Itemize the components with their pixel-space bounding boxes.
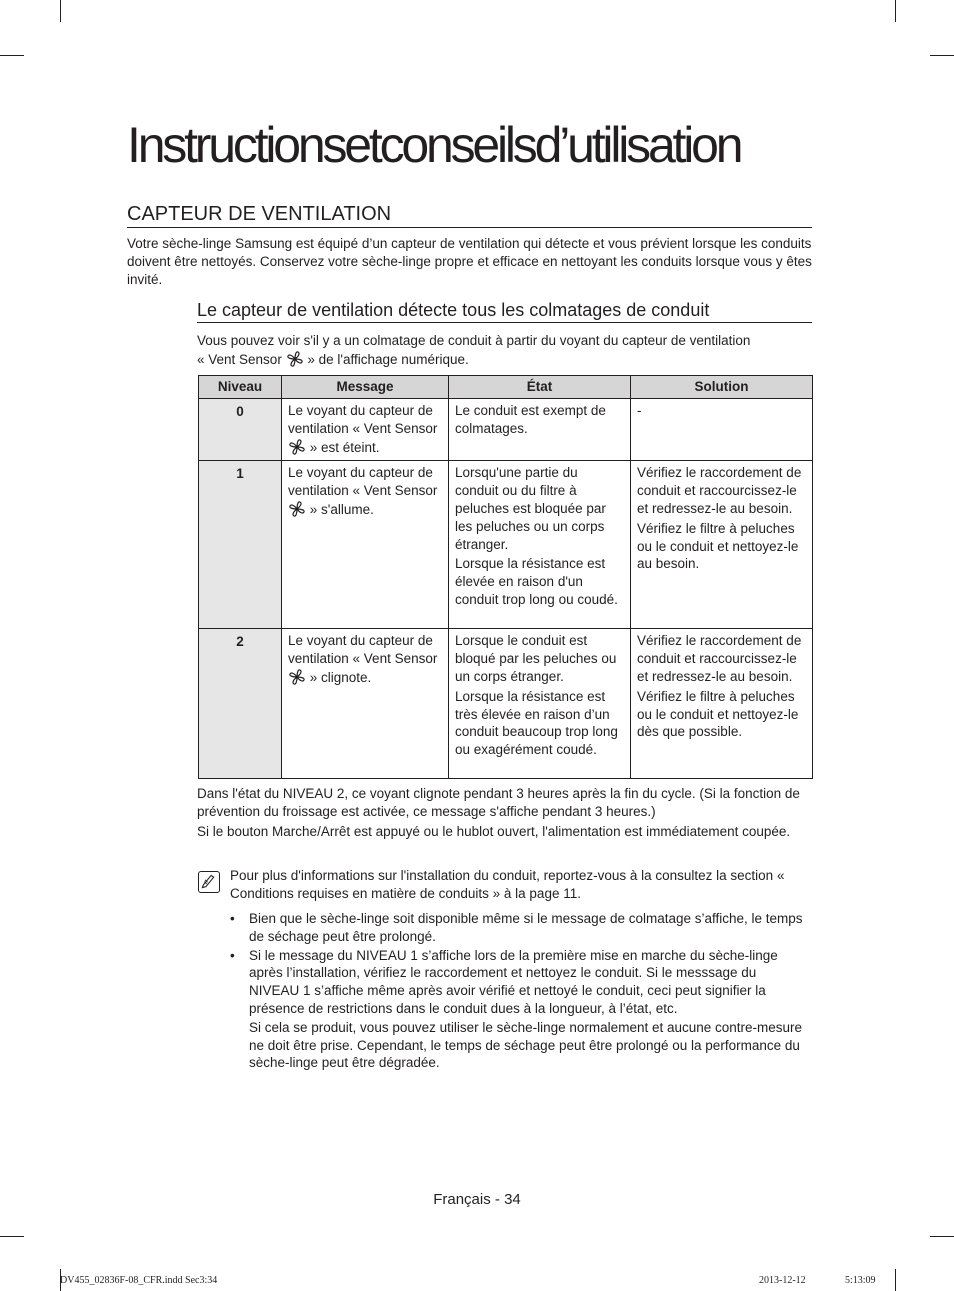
state-cell <box>449 461 631 629</box>
crop-mark <box>930 1236 954 1237</box>
column-header-solution: Solution <box>631 376 813 399</box>
print-date: 2013-12-12 <box>759 1275 806 1286</box>
vent-sensor-icon <box>288 500 306 518</box>
power-note: Si le bouton Marche/Arrêt est appuyé ou le hublot ouvert, l'alimentation est immédiatement coupée. <box>197 824 791 839</box>
state-text: Le conduit est exempt de colmatages. <box>455 403 606 436</box>
vent-sensor-icon <box>288 438 306 456</box>
solution-text: Vérifiez le filtre à peluches ou le conduit et nettoyez-le au besoin. <box>637 520 799 572</box>
note-text: Pour plus d'informations sur l'installation du conduit, reportez-vous à la consultez la section « Conditions requises en matière de conduits » à la page 11. <box>230 868 785 901</box>
level-cell: 0 <box>199 399 282 461</box>
state-text: Lorsque la résistance est élevée en raison d'un conduit trop long ou coudé. <box>455 556 618 607</box>
section-heading: CAPTEUR DE VENTILATION <box>127 202 812 228</box>
state-text: Lorsqu'une partie du conduit ou du filtre à peluches est bloquée par les peluches ou un corps étranger. <box>455 465 606 552</box>
subsection-intro-line2b: » de l'affichage numérique. <box>307 352 469 367</box>
column-header-message: Message <box>282 376 449 399</box>
subsection-intro-line2a: « Vent Sensor <box>197 352 282 367</box>
solution-cell <box>631 461 813 629</box>
solution-cell <box>631 399 813 461</box>
vent-sensor-icon <box>288 668 306 686</box>
message-text: Le voyant du capteur de ventilation « Vent Sensor <box>288 403 438 436</box>
column-header-state: État <box>449 376 631 399</box>
message-cell <box>282 399 449 461</box>
bullet-list <box>230 910 810 1073</box>
message-status: » clignote. <box>309 669 372 685</box>
crop-mark <box>0 1236 24 1237</box>
subsection-heading: Le capteur de ventilation détecte tous les colmatages de conduit <box>197 299 812 323</box>
table-row <box>199 461 813 629</box>
message-text: Le voyant du capteur de ventilation « Vent Sensor <box>288 633 438 667</box>
solution-text: - <box>637 403 642 418</box>
list-item: • Bien que le sèche-linge soit disponible même si le message de colmatage s’affiche, le temps de séchage peut être prolongé. <box>230 910 810 946</box>
subsection-intro <box>197 332 812 369</box>
level-cell: 2 <box>199 629 282 779</box>
crop-mark <box>60 0 61 22</box>
section-intro: Votre sèche-linge Samsung est équipé d’un capteur de ventilation qui détecte et vous prévient lorsque les conduits doivent être nettoyés. Conservez votre sèche-linge propre et efficace en nettoyant les conduits lorsque vous y êtes invité. <box>127 236 812 287</box>
state-cell <box>449 399 631 461</box>
note-pencil-icon <box>198 871 220 893</box>
list-item: • Si le message du NIVEAU 1 s’affiche lors de la première mise en marche du sèche-linge après l’installation, vérifiez le raccordement et nettoyez le conduit. Si le messsage du NIVEAU 1 s’affiche même après avoir vérifié et nettoyé le conduit, ceci peut signifier la présence de restrictions dans le conduit dues à la longueur, à l’état, etc. <box>230 947 810 1018</box>
table-row <box>199 629 813 779</box>
level-cell: 1 <box>199 461 282 629</box>
crop-mark <box>895 0 896 22</box>
table-row <box>199 399 813 461</box>
message-cell <box>282 461 449 629</box>
state-text: Lorsque la résistance est très élevée en raison d’un conduit beaucoup trop long ou exagérément coudé. <box>455 688 618 758</box>
solution-cell <box>631 629 813 779</box>
message-cell <box>282 629 449 779</box>
message-status: » s'allume. <box>309 501 374 517</box>
solution-text: Vérifiez le raccordement de conduit et raccourcissez-le et redressez-le au besoin. <box>637 465 802 516</box>
table-header-row <box>199 376 813 399</box>
vent-sensor-table <box>198 375 813 779</box>
state-text: Lorsque le conduit est bloqué par les peluches ou un corps étranger. <box>455 633 617 684</box>
solution-text: Vérifiez le raccordement de conduit et raccourcissez-le et redressez-le au besoin. <box>637 633 802 684</box>
list-item-continuation: Si cela se produit, vous pouvez utiliser le sèche-linge normalement et aucune contre-mesure ne doit être prise. Cependant, le temps de séchage peut être prolongé ou la performance du sèche-linge peut être dégradée. <box>249 1019 803 1071</box>
column-header-level: Niveau <box>199 376 282 399</box>
crop-mark <box>0 55 24 56</box>
crop-mark <box>895 1269 896 1291</box>
solution-text: Vérifiez le filtre à peluches ou le conduit et nettoyez-le dès que possible. <box>637 688 799 740</box>
message-status: » est éteint. <box>309 439 380 455</box>
vent-sensor-icon <box>286 350 304 368</box>
subsection-intro-line1: Vous pouvez voir s'il y a un colmatage de conduit à partir du voyant du capteur de ventilation <box>197 333 751 348</box>
state-cell <box>449 629 631 779</box>
page-title: Instructionsetconseilsd’utilisation <box>127 117 741 173</box>
print-time: 5:13:09 <box>845 1275 876 1286</box>
crop-mark <box>930 55 954 56</box>
page-number: Français - 34 <box>433 1191 521 1208</box>
file-info: DV455_02836F-08_CFR.indd Sec3:34 <box>60 1275 218 1286</box>
level2-note: Dans l'état du NIVEAU 2, ce voyant clignote pendant 3 heures après la fin du cycle. (Si la fonction de prévention du froissage est activée, ce message s'affiche pendant 3 heures.) <box>197 786 800 819</box>
message-text: Le voyant du capteur de ventilation « Vent Sensor <box>288 465 438 499</box>
